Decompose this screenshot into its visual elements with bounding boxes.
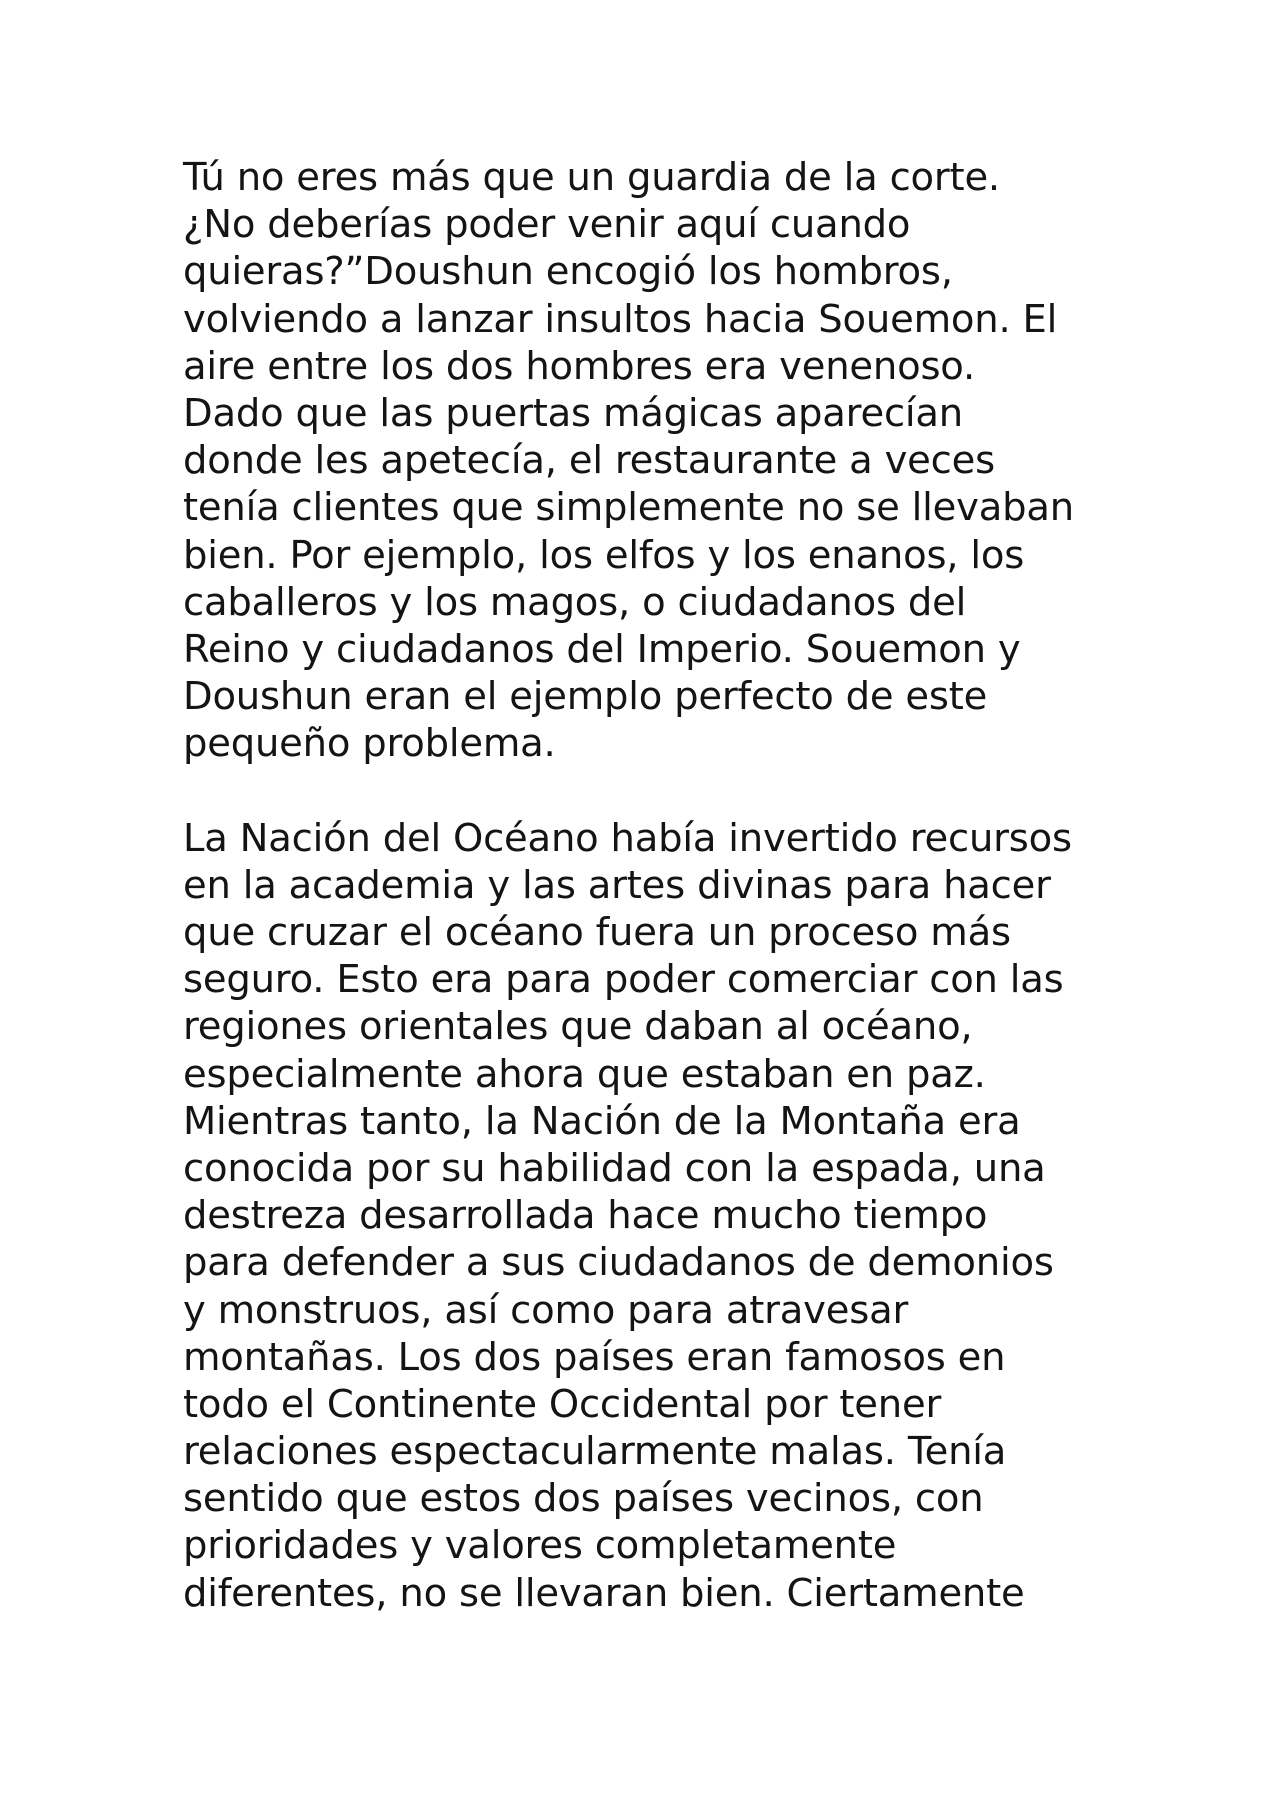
text-line: y monstruos, así como para atravesar [183, 1287, 909, 1333]
text-line: ¿No deberías poder venir aquí cuando [183, 202, 911, 248]
text-line: Mientras tanto, la Nación de la Montaña era [183, 1098, 1021, 1144]
text-line: Reino y ciudadanos del Imperio. Souemon y [183, 626, 1021, 672]
text-line: Doushun eran el ejemplo perfecto de este [183, 674, 988, 720]
text-line: todo el Continente Occidental por tener [183, 1381, 942, 1427]
text-line: diferentes, no se llevaran bien. Ciertamente [183, 1570, 1025, 1616]
text-line: destreza desarrollada hace mucho tiempo [183, 1193, 988, 1239]
text-line: seguro. Esto era para poder comerciar con las [183, 957, 1064, 1003]
text-line: donde les apetecía, el restaurante a veces [183, 438, 995, 484]
text-line: volviendo a lanzar insultos hacia Souemon. El [183, 296, 1058, 342]
text-line: La Nación del Océano había invertido recursos [183, 815, 1072, 861]
text-line: conocida por su habilidad con la espada, una [183, 1145, 1046, 1191]
text-line: en la academia y las artes divinas para hacer [183, 862, 1051, 908]
text-line: que cruzar el océano fuera un proceso más [183, 910, 1011, 955]
text-line: Dado que las puertas mágicas aparecían [183, 390, 963, 436]
text-line: para defender a sus ciudadanos de demonios [183, 1240, 1054, 1286]
paragraph [183, 815, 1183, 1617]
text-line: bien. Por ejemplo, los elfos y los enanos, los [183, 532, 1025, 578]
body-text [183, 154, 1183, 1617]
text-line: caballeros y los magos, o ciudadanos del [183, 579, 967, 625]
text-line: quieras?”Doushun encogió los hombros, [183, 249, 953, 295]
text-line: aire entre los dos hombres era venenoso. [183, 343, 976, 389]
text-line: Tú no eres más que un guardia de la corte. [183, 155, 1000, 200]
text-line: pequeño problema. [183, 721, 556, 767]
paragraph [183, 154, 1183, 767]
paragraph-gap [183, 767, 1183, 814]
text-line: relaciones espectacularmente malas. Tenía [183, 1429, 1007, 1475]
text-line: montañas. Los dos países eran famosos en [183, 1334, 1006, 1380]
text-line: especialmente ahora que estaban en paz. [183, 1051, 986, 1097]
text-line: sentido que estos dos países vecinos, con [183, 1476, 984, 1522]
text-line: tenía clientes que simplemente no se llevaban [183, 485, 1074, 531]
text-line: regiones orientales que daban al océano, [183, 1004, 973, 1050]
text-line: prioridades y valores completamente [183, 1523, 897, 1569]
